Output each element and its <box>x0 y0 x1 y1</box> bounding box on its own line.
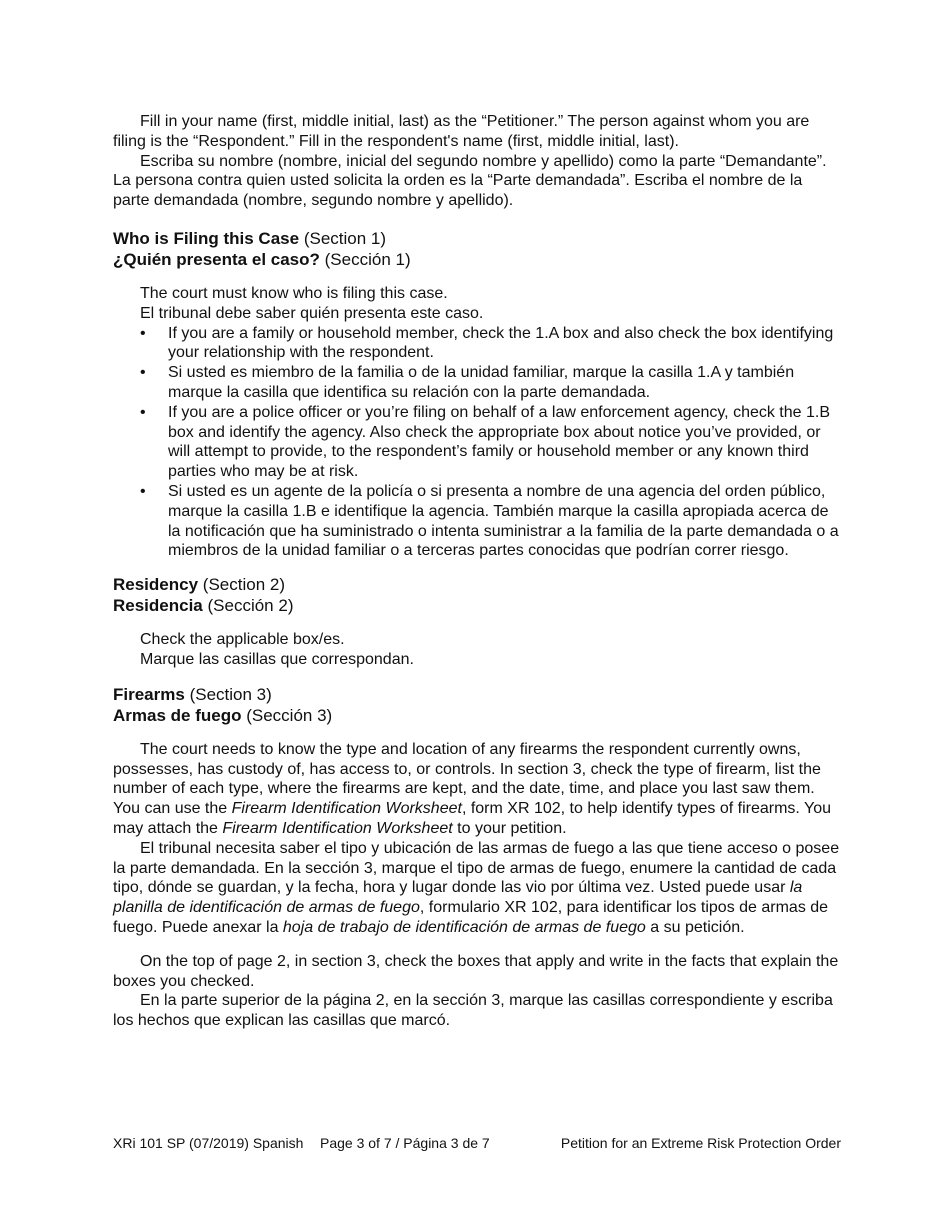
section-1-lead-es: El tribunal debe saber quién presenta este caso. <box>140 304 484 322</box>
bullet-item: • Si usted es miembro de la familia o de la unidad familiar, marque la casilla 1.A y también marque la casilla que identifica su relación con la parte demandada. <box>140 364 795 401</box>
footer-form-title: Petition for an Extreme Risk Protection Order <box>560 1135 841 1151</box>
footer-page-number: Page 3 of 7 / Página 3 de 7 <box>320 1135 490 1151</box>
section-3-page2-en: On the top of page 2, in section 3, check the boxes that apply and write in the facts that explain the boxes you checked. <box>113 952 839 990</box>
section-1 <box>113 228 843 561</box>
section-2 <box>113 574 843 670</box>
section-1-bullets <box>113 324 843 562</box>
section-3-firearms-en: The court needs to know the type and location of any firearms the respondent currently owns, possesses, has custody of, has access to, or controls. In section 3, check the type of firearm, list the number of each type, where the firearms are kept, and the date, time, and place you last saw them. You can use the Firearm Identification Worksheet, form XR 102, to help identify types of firearms. You may attach the Firearm Identification Worksheet to your petition. <box>113 740 832 837</box>
section-3-page2-es: En la parte superior de la página 2, en la sección 3, marque las casillas correspondiente y escriba los hechos que explican las casillas que marcó. <box>113 992 833 1030</box>
bullet-item: • If you are a family or household member, check the 1.A box and also check the box identifying your relationship with the respondent. <box>140 324 834 362</box>
section-2-heading-en: Residency (Section 2) <box>113 575 285 595</box>
bullet-item: • If you are a police officer or you’re filing on behalf of a law enforcement agency, check the 1.B box and identify the agency. Also check the appropriate box about notice you’ve provided, or will attempt to provide, to the respondent’s family or household member or any known third parties who may be at risk. <box>140 403 831 481</box>
section-1-lead-en: The court must know who is filing this case. <box>140 284 448 302</box>
intro-english: Fill in your name (first, middle initial, last) as the “Petitioner.” The person against whom you are filing is the “Respondent.” Fill in the respondent's name (first, middle initial, last). <box>113 113 810 150</box>
bullet-item: • Si usted es un agente de la policía o si presenta a nombre de una agencia del orden público, marque la casilla 1.B e identifique la agencia. También marque la casilla apropiada acerca de la notificación que ha suministrado o intenta suministrar a la familia de la parte demandada o a miembros de la unidad familiar o a terceras partes conocidas que podrían correr riesgo. <box>140 482 839 560</box>
section-3-heading-en: Firearms (Section 3) <box>113 684 272 704</box>
section-2-heading-es: Residencia (Sección 2) <box>113 596 294 616</box>
section-3-firearms-es: El tribunal necesita saber el tipo y ubicación de las armas de fuego a las que tiene acceso o posee la parte demandada. En la sección 3, marque el tipo de armas de fuego, enumere la cantidad de cada tipo, dónde se guardan, y la fecha, hora y lugar donde las vio por última vez. Usted puede usar la planilla de identificación de armas de fuego, formulario XR 102, para identificar los tipos de armas de fuego. Puede anexar la hoja de trabajo de identificación de armas de fuego a su petición. <box>113 839 840 936</box>
footer-form-id: XRi 101 SP (07/2019) Spanish <box>113 1135 304 1151</box>
intro-spanish: Escriba su nombre (nombre, inicial del segundo nombre y apellido) como la parte “Demandante”. La persona contra quien usted solicita la orden es la “Parte demandada”. Escriba el nombre de la parte demandada (nombre, segundo nombre y apellido). <box>113 152 827 210</box>
section-1-heading-en: Who is Filing this Case (Section 1) <box>113 228 387 248</box>
section-2-line-es: Marque las casillas que correspondan. <box>140 650 414 668</box>
page-content <box>113 112 843 1031</box>
section-3-heading-es: Armas de fuego (Sección 3) <box>113 705 333 725</box>
section-2-line-en: Check the applicable box/es. <box>140 631 345 649</box>
section-3 <box>113 684 843 1031</box>
section-1-heading-es: ¿Quién presenta el caso? (Sección 1) <box>113 249 411 269</box>
